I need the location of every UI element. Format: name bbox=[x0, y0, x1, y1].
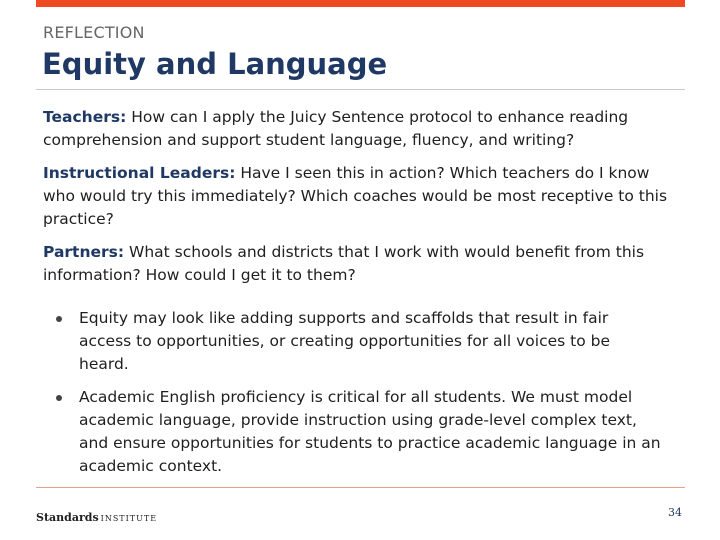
paragraph-label: Instructional Leaders: bbox=[43, 164, 236, 182]
logo-sub-text: INSTITUTE bbox=[100, 514, 158, 523]
top-accent-bar bbox=[36, 0, 685, 7]
bullet-list bbox=[43, 307, 675, 478]
bullet-dot-icon bbox=[56, 316, 62, 322]
bullet-dot-icon bbox=[56, 395, 62, 401]
footer-divider bbox=[36, 487, 685, 488]
slide-content bbox=[43, 106, 675, 488]
standards-institute-logo bbox=[36, 506, 157, 525]
paragraph-teachers bbox=[43, 106, 675, 152]
page-number: 34 bbox=[668, 506, 682, 519]
paragraph-text: Have I seen this in action? Which teachers do I know who would try this immediately? Which coaches would be most receptive to this practice? bbox=[43, 164, 668, 228]
paragraph-label: Partners: bbox=[43, 243, 125, 261]
paragraph-text: How can I apply the Juicy Sentence protocol to enhance reading comprehension and support student language, fluency, and writing? bbox=[43, 108, 629, 149]
title-divider bbox=[36, 89, 685, 90]
page-title: Equity and Language bbox=[42, 47, 388, 81]
list-item bbox=[43, 386, 675, 478]
paragraph-label: Teachers: bbox=[43, 108, 127, 126]
list-item bbox=[43, 307, 675, 376]
paragraph-text: What schools and districts that I work with would benefit from this information? How could I get it to them? bbox=[43, 243, 645, 284]
logo-main-text: Standards bbox=[36, 511, 99, 524]
paragraph-instructional-leaders bbox=[43, 162, 675, 231]
bullet-text: Equity may look like adding supports and scaffolds that result in fair access to opportunities, or creating opportunities for all voices to be heard. bbox=[79, 309, 611, 373]
bullet-text: Academic English proficiency is critical for all students. We must model academic language, provide instruction using grade-level complex text, and ensure opportunities for students to practice academic language in an academic context. bbox=[79, 388, 661, 475]
paragraph-partners bbox=[43, 241, 675, 287]
section-eyebrow: REFLECTION bbox=[43, 23, 145, 42]
